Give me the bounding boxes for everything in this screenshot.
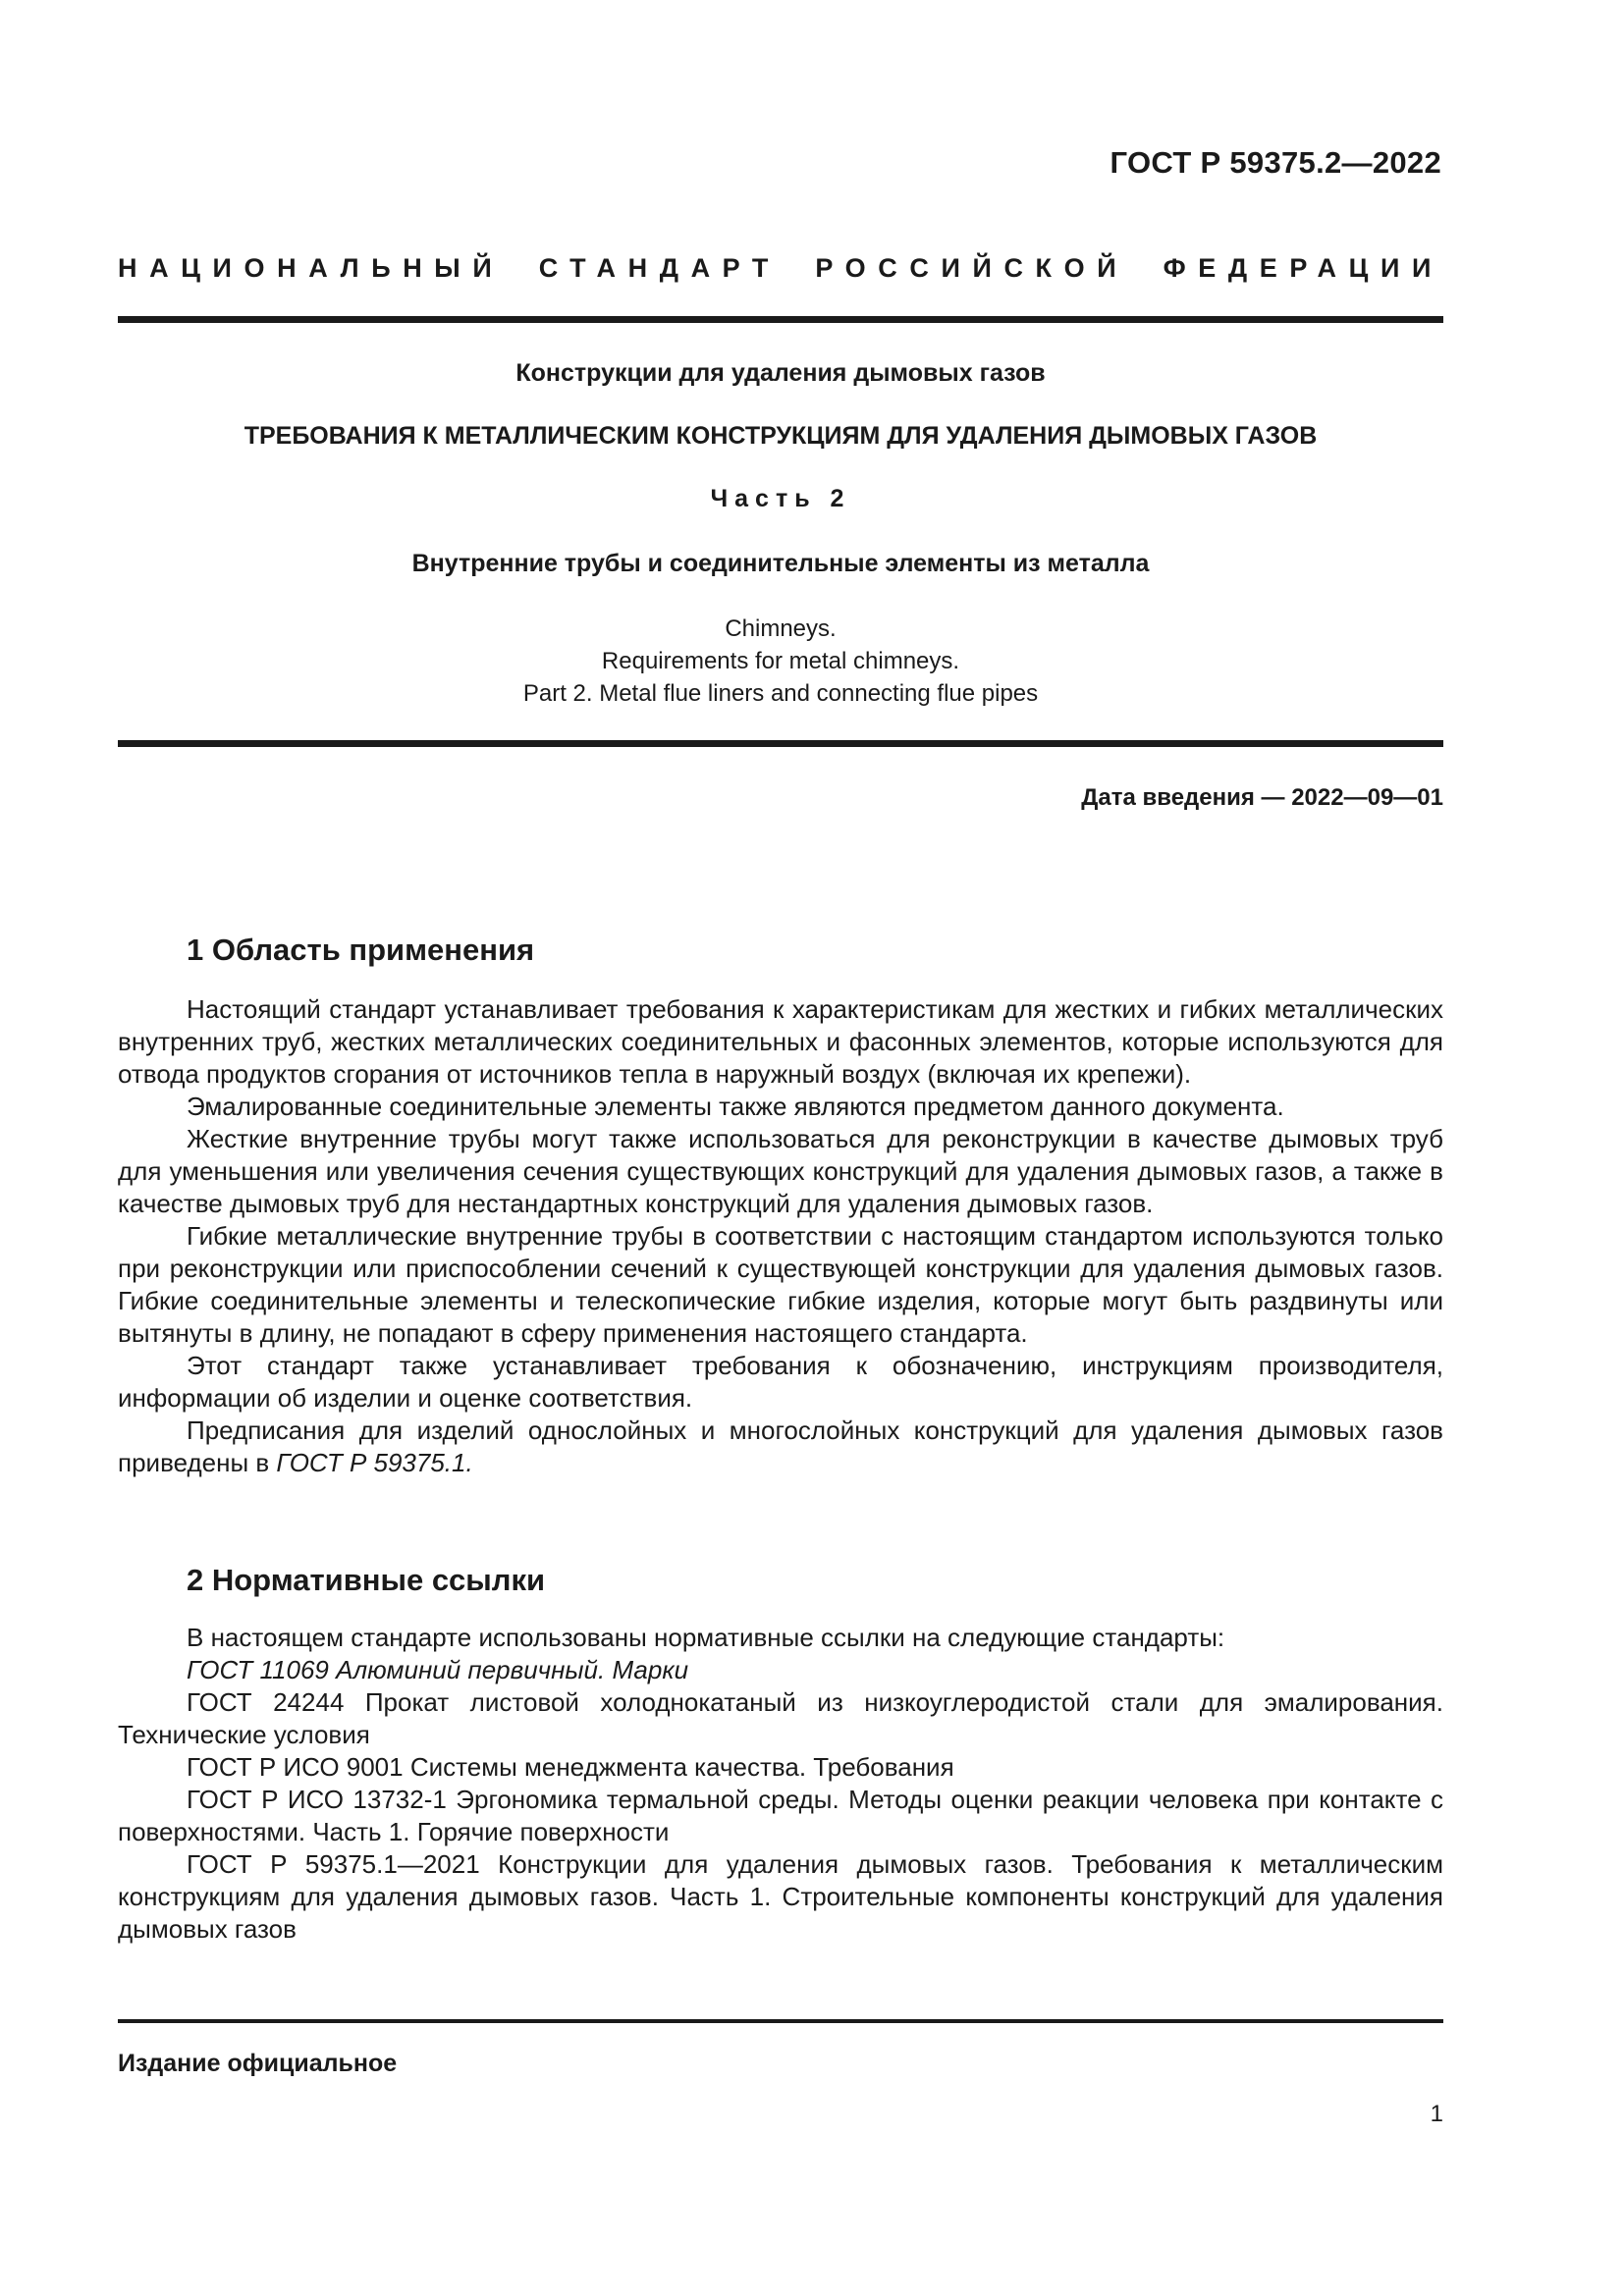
section-heading-scope: 1 Область применения (187, 933, 535, 967)
paragraph: Этот стандарт также устанавливает требования к обозначению, инструкциям производителя, информации об изделии и оценке соответствия. (118, 1351, 1443, 1413)
reference-item: ГОСТ Р 59375.1—2021 Конструкции для удаления дымовых газов. Требования к металлическим конструкциям для удаления дымовых газов. Часть 1. Строительные компоненты конструкций для удаления дымовых газов (118, 1849, 1443, 1944)
middle-divider (118, 740, 1443, 747)
paragraph (118, 1415, 1443, 1479)
paragraph: Жесткие внутренние трубы могут также использоваться для реконструкции в качестве дымовых труб для уменьшения или увеличения сечения существующих конструкций для удаления дымовых газов, а также в качестве дымовых труб для нестандартных конструкций для удаления дымовых газов. (118, 1124, 1443, 1218)
introduction-date: Дата введения — 2022—09—01 (1081, 784, 1443, 811)
standard-number: ГОСТ Р 59375.2—2022 (1110, 145, 1441, 180)
bottom-divider (118, 2019, 1443, 2023)
title-subtitle: Внутренние трубы и соединительные элементы из металла (411, 550, 1150, 577)
page-number: 1 (1430, 2101, 1443, 2127)
title-part: Часть 2 (710, 485, 851, 512)
top-divider (118, 316, 1443, 323)
title-general: Конструкции для удаления дымовых газов (515, 359, 1046, 387)
english-title (118, 613, 1443, 710)
standard-reference: ГОСТ Р 59375.1. (276, 1448, 473, 1477)
section-body-scope (118, 993, 1443, 1479)
paragraph: Эмалированные соединительные элементы также являются предметом данного документа. (187, 1092, 1284, 1121)
section-heading-references: 2 Нормативные ссылки (187, 1563, 546, 1597)
official-edition-label: Издание официальное (118, 2050, 398, 2077)
reference-item: ГОСТ Р ИСО 13732-1 Эргономика термальной среды. Методы оценки реакции человека при контакте с поверхностями. Часть 1. Горячие поверхности (118, 1785, 1443, 1846)
section-body-references (118, 1622, 1443, 1946)
english-title-line: Chimneys. (725, 615, 837, 642)
paragraph: Гибкие металлические внутренние трубы в соответствии с настоящим стандартом используются только при реконструкции или приспособлении сечений к существующей конструкции для удаления дымовых газов. Гибкие соединительные элементы и телескопические гибкие изделия, которые могут быть раздвинуты или вытянуты в длину, не попадают в сферу применения настоящего стандарта. (118, 1221, 1443, 1348)
paragraph: Настоящий стандарт устанавливает требования к характеристикам для жестких и гибких металлических внутренних труб, жестких металлических соединительных и фасонных элементов, которые используются для отвода продуктов сгорания от источников тепла в наружный воздух (включая их крепежи). (118, 994, 1443, 1089)
title-main: ТРЕБОВАНИЯ К МЕТАЛЛИЧЕСКИМ КОНСТРУКЦИЯМ ДЛЯ УДАЛЕНИЯ ДЫМОВЫХ ГАЗОВ (244, 422, 1318, 450)
english-title-line: Part 2. Metal flue liners and connecting flue pipes (522, 680, 1039, 707)
paragraph-text: Предписания для изделий однослойных и многослойных конструкций для удаления дымовых газов приведены в (118, 1415, 1443, 1477)
reference-item: ГОСТ 11069 Алюминий первичный. Марки (187, 1655, 689, 1684)
reference-item: ГОСТ Р ИСО 9001 Системы менеджмента качества. Требования (187, 1752, 954, 1782)
paragraph: В настоящем стандарте использованы нормативные ссылки на следующие стандарты: (187, 1623, 1225, 1652)
english-title-line: Requirements for metal chimneys. (601, 648, 960, 674)
reference-item: ГОСТ 24244 Прокат листовой холоднокатаный из низкоуглеродистой стали для эмалирования. Технические условия (118, 1687, 1443, 1749)
national-standard-caption: НАЦИОНАЛЬНЫЙ СТАНДАРТ РОССИЙСКОЙ ФЕДЕРАЦИИ (118, 253, 1443, 283)
